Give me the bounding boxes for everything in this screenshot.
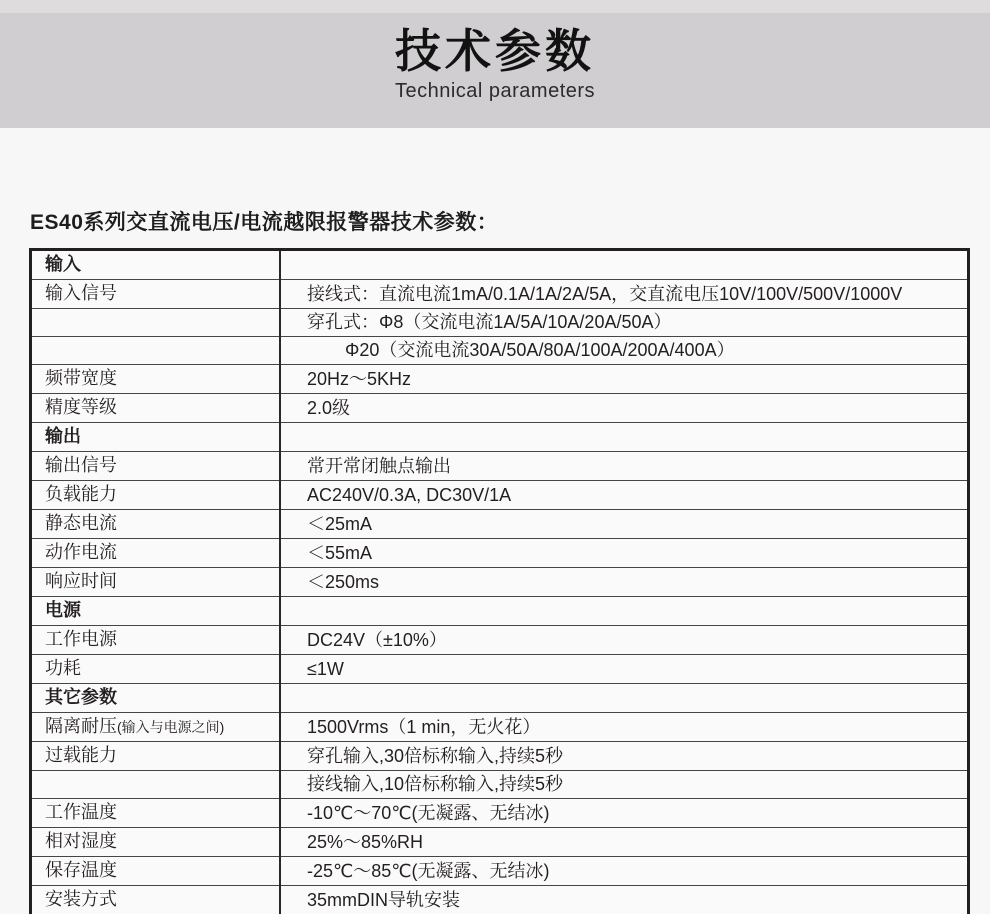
- table-row: [31, 684, 969, 713]
- row-label: 输入: [45, 254, 81, 274]
- row-value: 1500Vrms（1 min，无火花）: [307, 716, 541, 737]
- row-value: 穿孔式：Φ8（交流电流1A/5A/10A/20A/50A）: [307, 312, 672, 332]
- row-value-cell: [280, 280, 969, 309]
- table-row: [31, 886, 969, 914]
- banner: [0, 0, 990, 128]
- page-title: 技术参数: [395, 25, 595, 77]
- row-value: ＜25mA: [307, 513, 373, 534]
- row-value: 20Hz～5KHz: [307, 368, 412, 389]
- row-label-cell: [31, 771, 281, 799]
- table-row: [31, 250, 969, 280]
- row-value-cell: [280, 452, 969, 481]
- row-label: 其它参数: [45, 687, 117, 707]
- row-value-cell: [280, 539, 969, 568]
- row-label-cell: [31, 828, 281, 857]
- row-label: 输出信号: [45, 455, 117, 475]
- row-label-cell: [31, 481, 281, 510]
- row-label-cell: [31, 337, 281, 365]
- table-row: [31, 394, 969, 423]
- row-value: Φ20（交流电流30A/50A/80A/100A/200A/400A）: [345, 340, 735, 360]
- row-label-cell: [31, 365, 281, 394]
- row-label-cell: [31, 309, 281, 337]
- row-label: 输出: [45, 426, 81, 446]
- row-value-cell: [280, 597, 969, 626]
- table-row: [31, 423, 969, 452]
- table-row: [31, 597, 969, 626]
- spec-table: [29, 248, 970, 914]
- row-label-cell: [31, 597, 281, 626]
- table-row: [31, 452, 969, 481]
- banner-band: [0, 13, 990, 128]
- table-row: [31, 280, 969, 309]
- table-row: [31, 799, 969, 828]
- row-label-cell: [31, 626, 281, 655]
- row-label-cell: [31, 394, 281, 423]
- row-value: AC240V/0.3A, DC30V/1A: [307, 484, 512, 505]
- row-label: 隔离耐压: [45, 716, 117, 736]
- row-label-cell: [31, 799, 281, 828]
- table-row: [31, 309, 969, 337]
- row-value-cell: [280, 684, 969, 713]
- row-label: 工作电源: [45, 629, 117, 649]
- row-label-cell: [31, 423, 281, 452]
- row-value: ≤1W: [307, 658, 344, 679]
- row-value: -10℃～70℃(无凝露、无结冰): [307, 802, 550, 823]
- table-row: [31, 539, 969, 568]
- row-value-cell: [280, 886, 969, 914]
- table-row: [31, 857, 969, 886]
- row-label: 输入信号: [45, 283, 117, 303]
- row-value-cell: [280, 510, 969, 539]
- row-label: 安装方式: [45, 889, 117, 909]
- spec-table-heading: ES40系列交直流电压/电流越限报警器技术参数：: [30, 211, 499, 234]
- row-label: 动作电流: [45, 542, 117, 562]
- row-value: ＜250ms: [307, 571, 380, 592]
- spec-table-body: [31, 250, 969, 914]
- row-value: 接线式：直流电流1mA/0.1A/1A/2A/5A，交直流电压10V/100V/500V/1000V: [307, 283, 903, 304]
- page-subtitle: Technical parameters: [394, 80, 596, 102]
- table-row: [31, 481, 969, 510]
- row-value-cell: [280, 626, 969, 655]
- row-label-cell: [31, 655, 281, 684]
- table-row: [31, 771, 969, 799]
- row-value-cell: [280, 394, 969, 423]
- row-label: 电源: [45, 600, 81, 620]
- row-label-cell: [31, 857, 281, 886]
- row-label-cell: [31, 280, 281, 309]
- table-row: [31, 742, 969, 771]
- row-value-cell: [280, 365, 969, 394]
- row-label-cell: [31, 250, 281, 280]
- row-label-cell: [31, 510, 281, 539]
- row-label: 相对湿度: [45, 831, 117, 851]
- row-label: 保存温度: [45, 860, 117, 880]
- table-row: [31, 713, 969, 742]
- table-row: [31, 828, 969, 857]
- table-row: [31, 337, 969, 365]
- row-value-cell: [280, 423, 969, 452]
- row-value-cell: [280, 828, 969, 857]
- row-label-cell: [31, 684, 281, 713]
- row-value: ＜55mA: [307, 542, 373, 563]
- table-row: [31, 626, 969, 655]
- row-value: DC24V（±10%）: [307, 629, 447, 650]
- row-value-cell: [280, 857, 969, 886]
- table-row: [31, 365, 969, 394]
- row-label-cell: [31, 568, 281, 597]
- table-row: [31, 510, 969, 539]
- row-label: 负载能力: [45, 484, 117, 504]
- row-label-cell: [31, 713, 281, 742]
- row-value-cell: [280, 337, 969, 365]
- row-value: 2.0级: [307, 397, 351, 418]
- row-value-cell: [280, 799, 969, 828]
- row-value: 常开常闭触点输出: [307, 455, 451, 476]
- row-value-cell: [280, 742, 969, 771]
- row-value-cell: [280, 250, 969, 280]
- row-label-cell: [31, 452, 281, 481]
- row-label: 工作温度: [45, 802, 117, 822]
- row-value-cell: [280, 655, 969, 684]
- row-value: 35mmDIN导轨安装: [307, 889, 461, 910]
- table-row: [31, 655, 969, 684]
- row-value: 穿孔输入,30倍标称输入,持续5秒: [307, 745, 564, 766]
- row-value-cell: [280, 568, 969, 597]
- row-value-cell: [280, 713, 969, 742]
- row-value: -25℃～85℃(无凝露、无结冰): [307, 860, 550, 881]
- table-row: [31, 568, 969, 597]
- row-label: 过载能力: [45, 745, 117, 765]
- banner-top-strip: [0, 0, 990, 13]
- row-value-cell: [280, 309, 969, 337]
- row-label: 频带宽度: [45, 368, 117, 388]
- row-value-cell: [280, 771, 969, 799]
- row-label-cell: [31, 742, 281, 771]
- row-label-cell: [31, 886, 281, 914]
- row-label: 功耗: [45, 658, 81, 678]
- row-label: 精度等级: [45, 397, 117, 417]
- row-label: 响应时间: [45, 571, 117, 591]
- row-value: 25%～85%RH: [307, 831, 424, 852]
- row-value: 接线输入,10倍标称输入,持续5秒: [307, 774, 564, 794]
- row-label-note: (输入与电源之间): [117, 719, 225, 735]
- row-value-cell: [280, 481, 969, 510]
- row-label: 静态电流: [45, 513, 117, 533]
- row-label-cell: [31, 539, 281, 568]
